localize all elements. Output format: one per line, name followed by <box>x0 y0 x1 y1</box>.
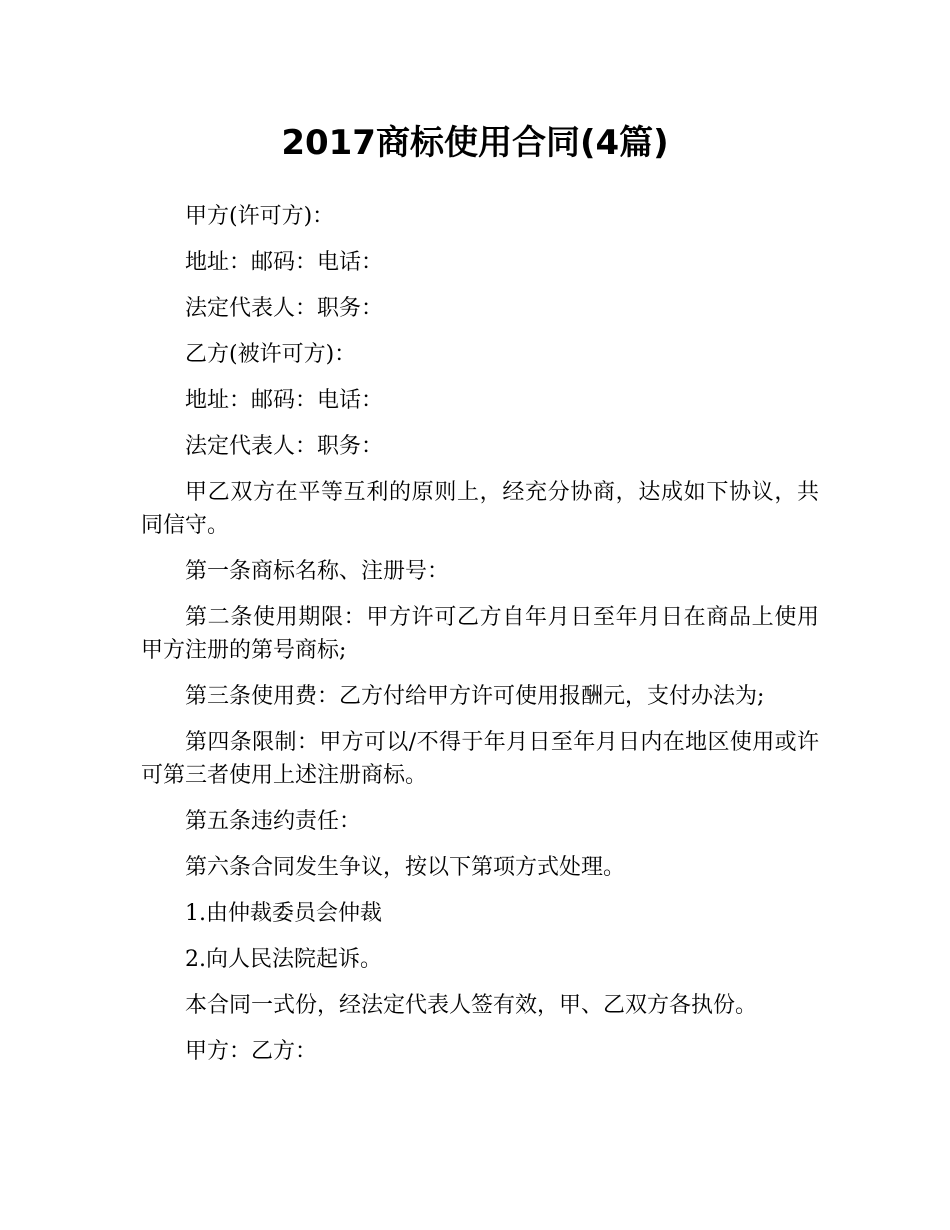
party-b-heading: 乙方(被许可方)： <box>185 342 357 367</box>
document-body <box>141 200 819 1081</box>
agreement-intro: 甲乙双方在平等互利的原则上，经充分协商，达成如下协议，共同信守。 <box>141 480 819 538</box>
article-1: 第一条商标名称、注册号： <box>185 559 450 584</box>
article-3: 第三条使用费：乙方付给甲方许可使用报酬元，支付办法为; <box>185 684 765 709</box>
party-a-representative: 法定代表人：职务： <box>185 296 384 321</box>
party-a-heading: 甲方(许可方)： <box>185 204 335 229</box>
party-b-address: 地址：邮码：电话： <box>185 388 384 413</box>
dispute-option-1: 1.由仲裁委员会仲裁 <box>185 901 382 926</box>
signature-line: 甲方：乙方： <box>185 1039 318 1064</box>
dispute-option-2: 2.向人民法院起诉。 <box>185 947 382 972</box>
copies-clause: 本合同一式份，经法定代表人签有效，甲、乙双方各执份。 <box>185 993 758 1018</box>
article-4: 第四条限制：甲方可以/不得于年月日至年月日内在地区使用或许可第三者使用上述注册商标。 <box>141 730 819 788</box>
party-b-representative: 法定代表人：职务： <box>185 434 384 459</box>
document-title: 2017商标使用合同(4篇) <box>281 123 669 163</box>
party-a-address: 地址：邮码：电话： <box>185 250 384 275</box>
article-6: 第六条合同发生争议，按以下第项方式处理。 <box>185 855 626 880</box>
article-5: 第五条违约责任： <box>185 809 362 834</box>
article-2: 第二条使用期限：甲方许可乙方自年月日至年月日在商品上使用甲方注册的第号商标; <box>141 605 819 663</box>
